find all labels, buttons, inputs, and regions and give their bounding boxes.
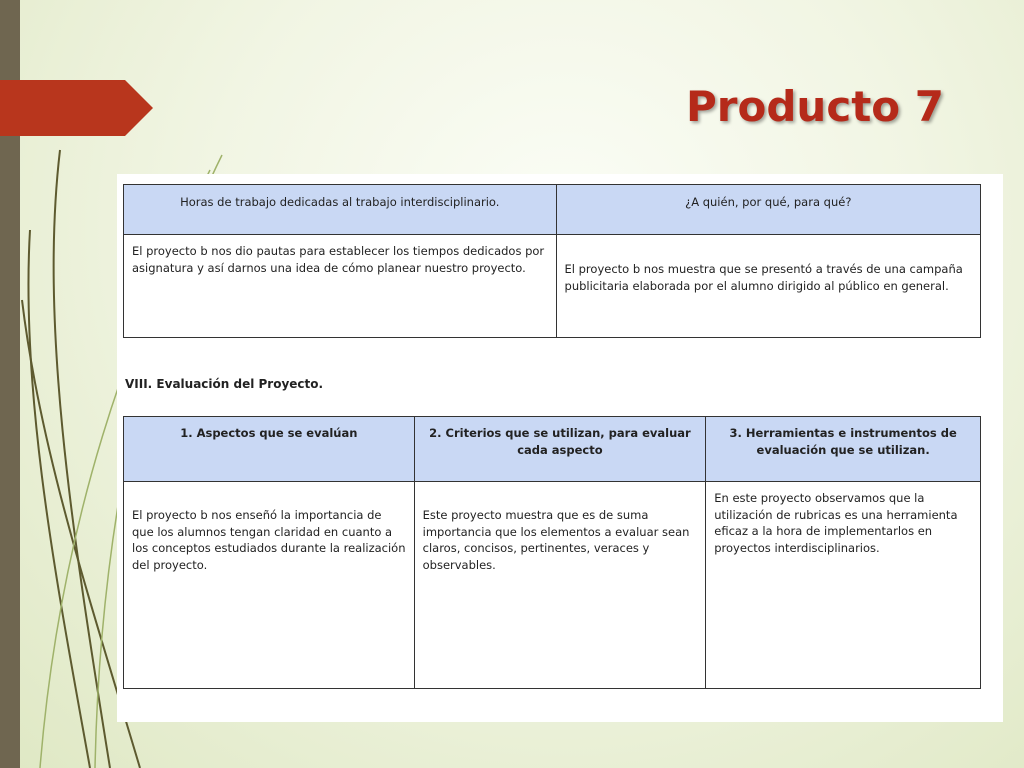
header-audience: ¿A quién, por qué, para qué?: [685, 195, 852, 209]
header-tools: 3. Herramientas e instrumentos de evaluación que se utilizan.: [729, 426, 957, 457]
table-cell: [706, 482, 981, 689]
section-heading: VIII. Evaluación del Proyecto.: [125, 377, 324, 391]
cell-aspects-text: El proyecto b nos enseñó la importancia de que los alumnos tengan claridad en cuanto a los conceptos estudiados durante la realización del proyecto.: [132, 508, 406, 573]
cell-audience-text: El proyecto b nos muestra que se presentó a través de una campaña publicitaria elaborada por el alumno dirigido al público en general.: [564, 262, 963, 293]
table-header: [706, 417, 981, 482]
header-criteria: 2. Criterios que se utilizan, para evaluar cada aspecto: [429, 426, 691, 457]
table-cell: [556, 235, 980, 338]
table-header: [124, 185, 557, 235]
arrow-tab: [0, 80, 153, 136]
cell-tools-text: En este proyecto observamos que la utilización de rubricas es una herramienta eficaz a la hora de implementarlos en proyectos interdisciplinarios.: [714, 491, 958, 556]
table-header: [124, 417, 415, 482]
header-hours: Horas de trabajo dedicadas al trabajo interdisciplinario.: [180, 195, 500, 209]
evaluation-table: [123, 416, 981, 689]
table-cell: [414, 482, 706, 689]
table-header: [556, 185, 980, 235]
cell-criteria-text: Este proyecto muestra que es de suma importancia que los elementos a evaluar sean claros, concisos, pertinentes, veraces y observables.: [422, 508, 690, 573]
table-header: [414, 417, 706, 482]
hours-table: [123, 184, 981, 338]
slide-title: Producto 7: [686, 82, 944, 131]
table-cell: [124, 235, 557, 338]
table-cell: [124, 482, 415, 689]
document-image: [117, 174, 1003, 722]
cell-hours-text: El proyecto b nos dio pautas para establecer los tiempos dedicados por asignatura y así darnos una idea de cómo planear nuestro proyecto.: [132, 244, 545, 275]
header-aspects: 1. Aspectos que se evalúan: [180, 426, 358, 440]
